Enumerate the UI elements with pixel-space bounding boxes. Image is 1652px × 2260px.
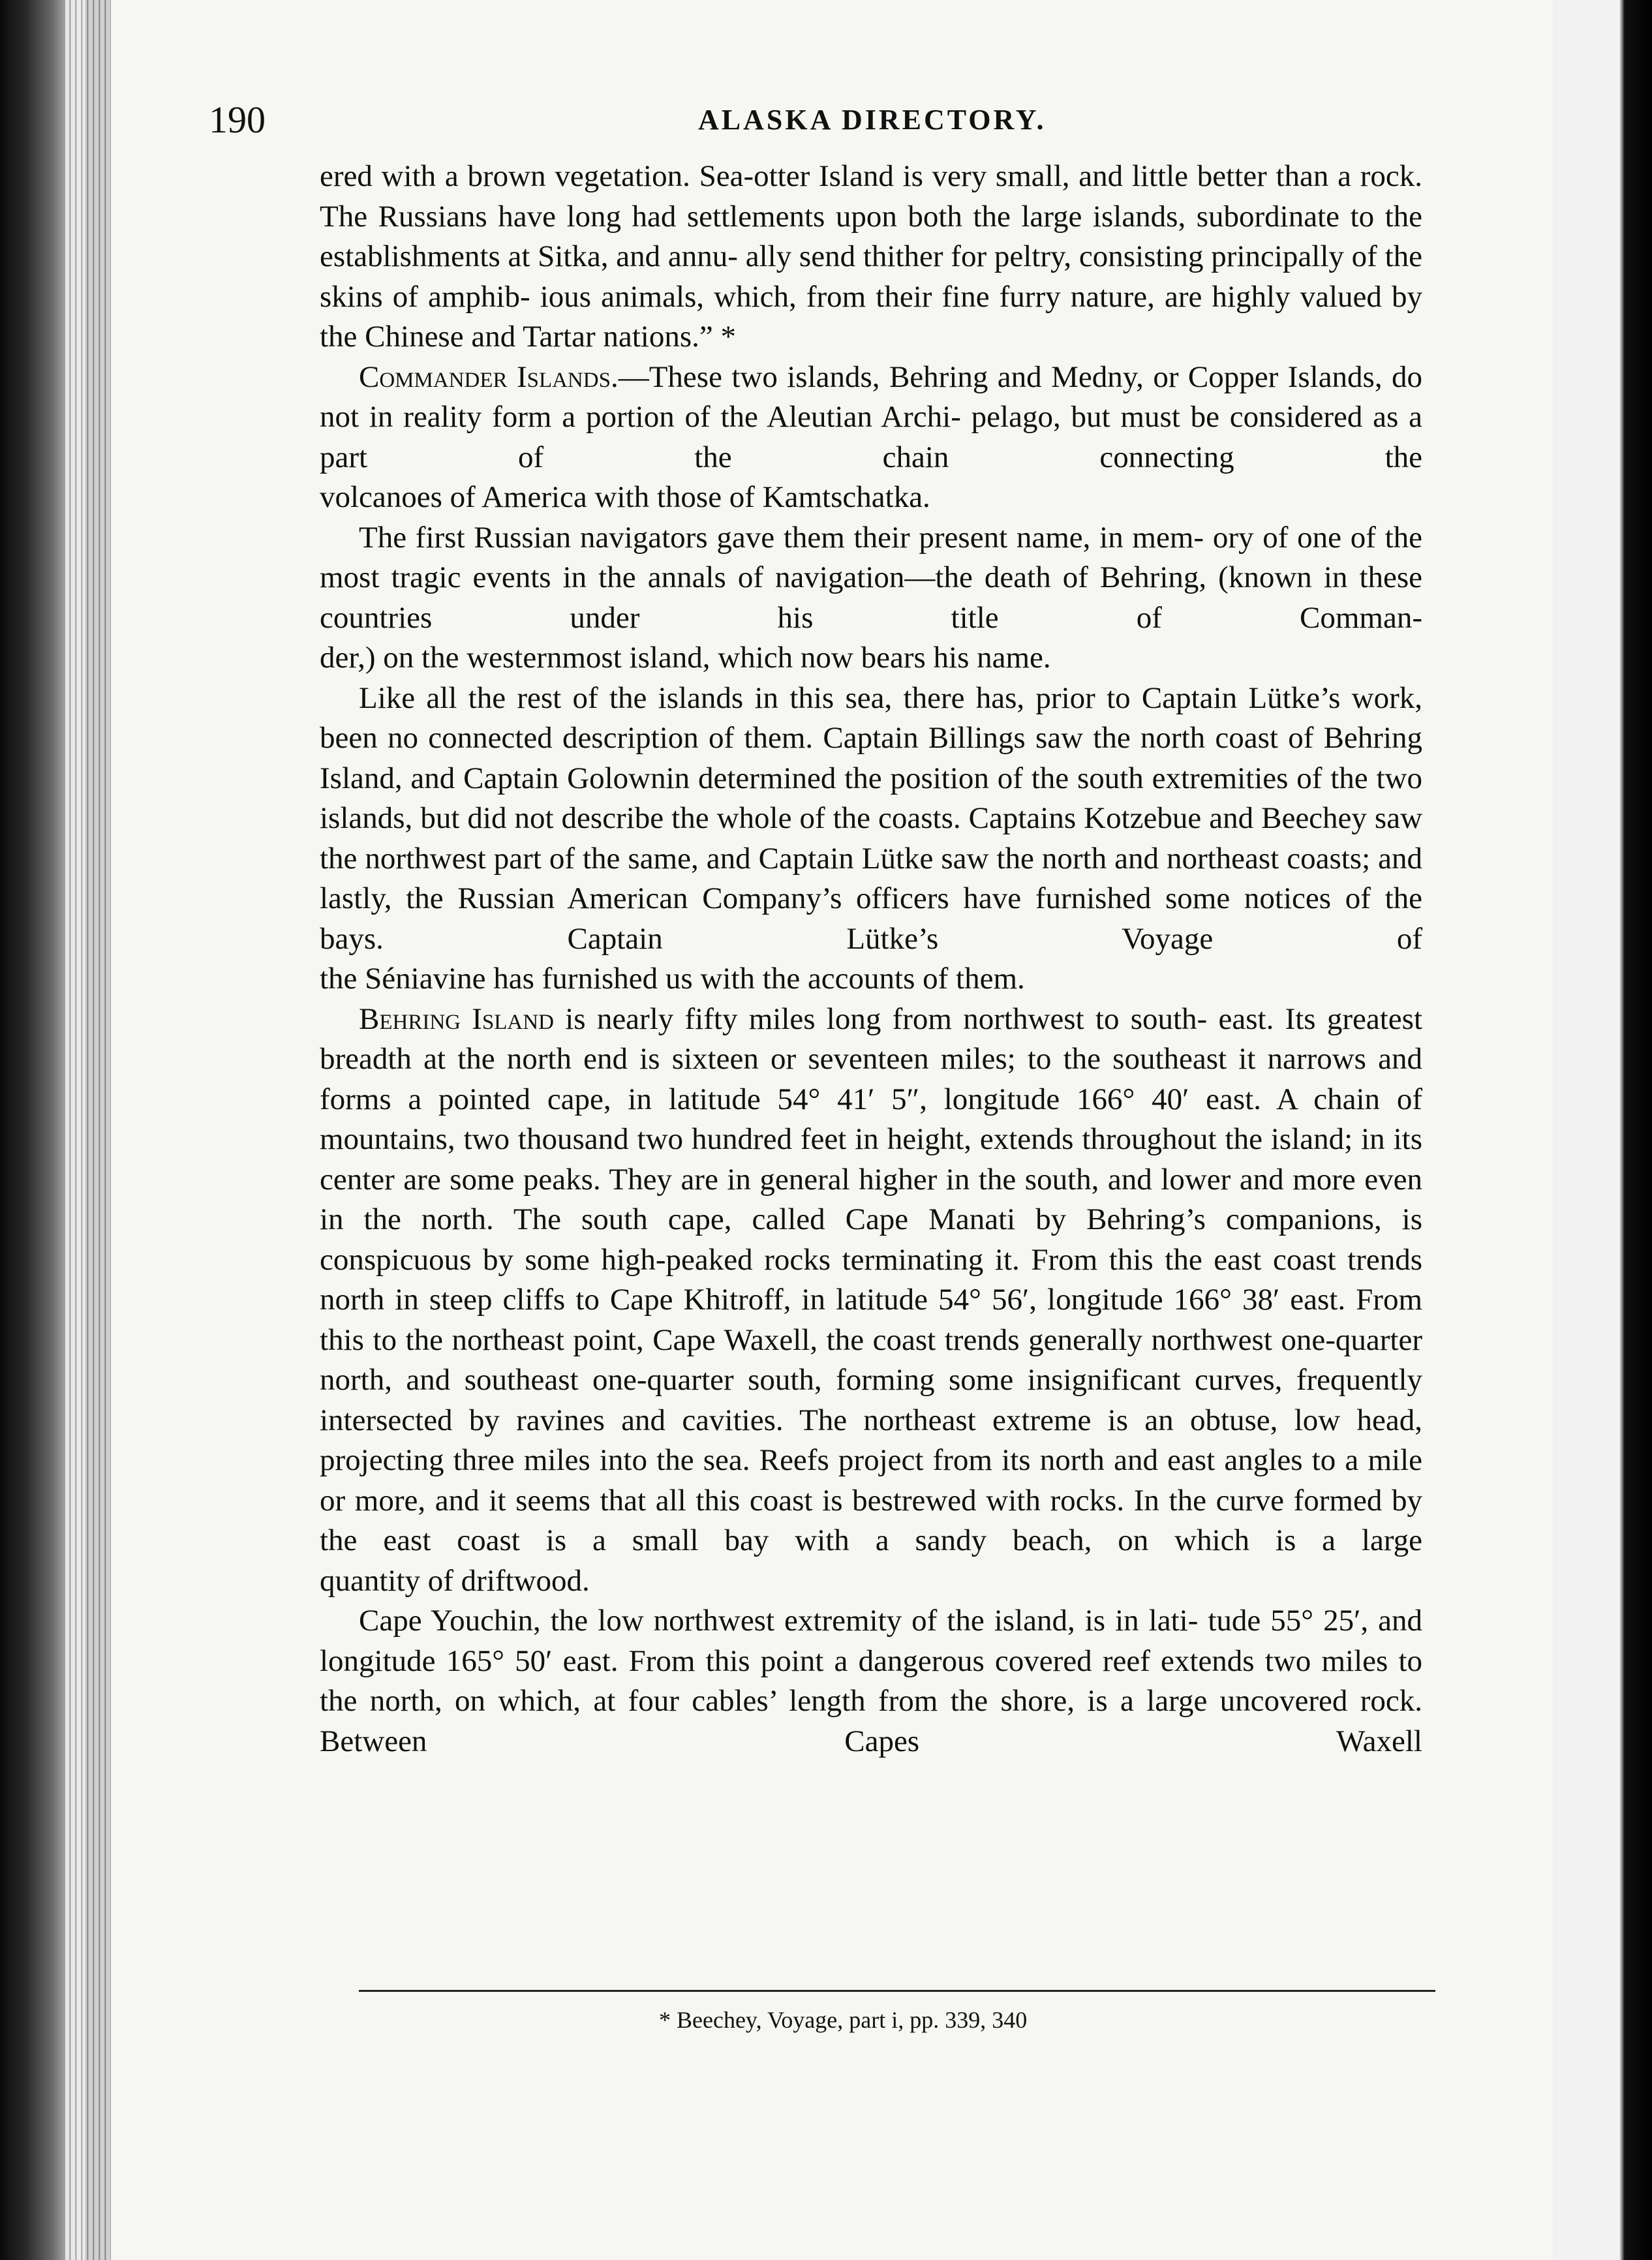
text-line: the northwest part of the same, and Captain Lütke saw the north and [320, 841, 1159, 876]
text-line: ory of one of the most tragic events in the annals of navigation—the [320, 520, 1423, 594]
page-edges [65, 0, 117, 2260]
text-line: Copper Islands, do not in reality form a portion of the Aleutian Archi- [320, 359, 1423, 434]
paragraph-3-end [320, 638, 1422, 679]
section-heading: Commander Islands. [359, 359, 619, 394]
paragraph-6 [320, 1601, 1422, 1762]
paragraph-3 [320, 518, 1422, 639]
text-line: Cape Youchin, the low northwest extremity of the island, is in lati- [359, 1604, 1199, 1638]
text-line: seems that all this coast is bestrewed with rocks. In the curve formed [515, 1483, 1383, 1518]
paragraph-4 [320, 679, 1422, 960]
text-line: volcanoes of America with those of Kamtschatka. [320, 480, 930, 514]
text-line: the position of the south extremities of the two islands, but did not [320, 761, 1422, 835]
paragraph-1-end [320, 317, 1422, 358]
page-number: 190 [209, 99, 266, 141]
text-line: describe the whole of the coasts. Captains Kotzebue and Beechey saw [561, 801, 1423, 835]
text-line: covered reef extends two miles to the north, on which, at four cables’ [320, 1643, 1423, 1718]
text-line: better than a rock. The Russians have long had settlements upon both [320, 159, 1423, 234]
footnote: * Beechey, Voyage, part i, pp. 339, 340 [659, 2007, 1028, 2033]
text-line: hundred feet in height, extends throughout the island; in its center are [320, 1122, 1422, 1197]
paragraph-2-end [320, 478, 1422, 518]
text-line: ally send thither for peltry, consisting principally of the skins of amphib- [320, 239, 1422, 314]
text-line: to the southeast it narrows and forms a pointed cape, in latitude 54° [320, 1042, 1422, 1116]
running-head: ALASKA DIRECTORY. [698, 104, 1047, 136]
paragraph-5 [320, 1000, 1422, 1561]
paragraph-2 [320, 358, 1422, 478]
text-line: pelago, but must be considered as a part of the chain connecting the [320, 400, 1422, 474]
text-line: the large islands, subordinate to the establishments at Sitka, and annu- [320, 199, 1422, 273]
section-heading: Behring Island [359, 1001, 554, 1036]
text-line: ered with a brown vegetation. Sea-otter Island is very small, and little [320, 159, 1189, 193]
text-line: der,) on the westernmost island, which now bears his name. [320, 641, 1051, 675]
text-line: 41′ 5″, longitude 166° 40′ east. A chain of mountains, two thousand two [320, 1082, 1422, 1156]
text-line: From this the east coast trends north in steep cliffs to Cape Khitroff, [320, 1242, 1422, 1317]
text-line: quantity of driftwood. [320, 1563, 590, 1598]
text-line: Lütke’s work, been no connected description of them. Captain Billings [320, 680, 1422, 755]
text-line: saw the north coast of Behring Island, and Captain Golownin determined [320, 721, 1423, 795]
text-line: length from the shore, is a large uncovered rock. Between Capes Waxell [320, 1684, 1422, 1758]
text-line: some peaks. They are in general higher in the south, and lower and [450, 1162, 1284, 1197]
footnote-rule [359, 1990, 1435, 1992]
paragraph-4-end [320, 959, 1422, 1000]
paragraph-1 [320, 157, 1422, 317]
text-line: have furnished some notices of the bays. Captain Lütke’s Voyage of [320, 881, 1422, 956]
text-line: The first Russian navigators gave them their present name, in mem- [359, 520, 1204, 555]
text-line: Like all the rest of the islands in this sea, there has, prior to Captain [359, 680, 1238, 715]
text-line: northeast coasts; and lastly, the Russian American Company’s officers [320, 841, 1423, 915]
text-line: death of Behring, (known in these countries under his title of Comman- [320, 560, 1423, 635]
text-line: east. Its greatest breadth at the north end is sixteen or seventeen miles; [320, 1001, 1422, 1076]
text-line: tude 55° 25′, and longitude 165° 50′ east. From this point a dangerous [320, 1604, 1422, 1678]
text-line: point, Cape Waxell, the coast trends generally northwest one-quarter [573, 1322, 1423, 1357]
text-line: companions, is conspicuous by some high-peaked rocks terminating it. [320, 1202, 1422, 1277]
text-line: north, and southeast one-quarter south, forming some insignificant [320, 1363, 1181, 1397]
text-line: the Séniavine has furnished us with the accounts of them. [320, 962, 1025, 996]
scan-right-shadow [1548, 0, 1652, 2260]
text-line: by the east coast is a small bay with a sandy beach, on which is a large [320, 1483, 1423, 1557]
text-line: curves, frequently intersected by ravines and cavities. The northeast [320, 1363, 1423, 1437]
text-line: extreme is an obtuse, low head, projecting three miles into the sea. [320, 1403, 1422, 1477]
text-line: more even in the north. The south cape, called Cape Manati by Behring’s [320, 1162, 1423, 1236]
paragraph-5-end [320, 1561, 1422, 1602]
body-text [320, 157, 1422, 1762]
text-line: —These two islands, Behring and Medny, or [618, 359, 1179, 394]
text-line: the Chinese and Tartar nations.” * [320, 320, 736, 354]
text-line: ious animals, which, from their fine furry nature, are highly valued by [540, 279, 1422, 314]
text-line: Reefs project from its north and east angles to a mile or more, and it [320, 1443, 1422, 1518]
text-line: in latitude 54° 56′, longitude 166° 38′ east. From this to the northeast [320, 1283, 1423, 1357]
text-line: is nearly fifty miles long from northwest to south- [553, 1001, 1208, 1036]
